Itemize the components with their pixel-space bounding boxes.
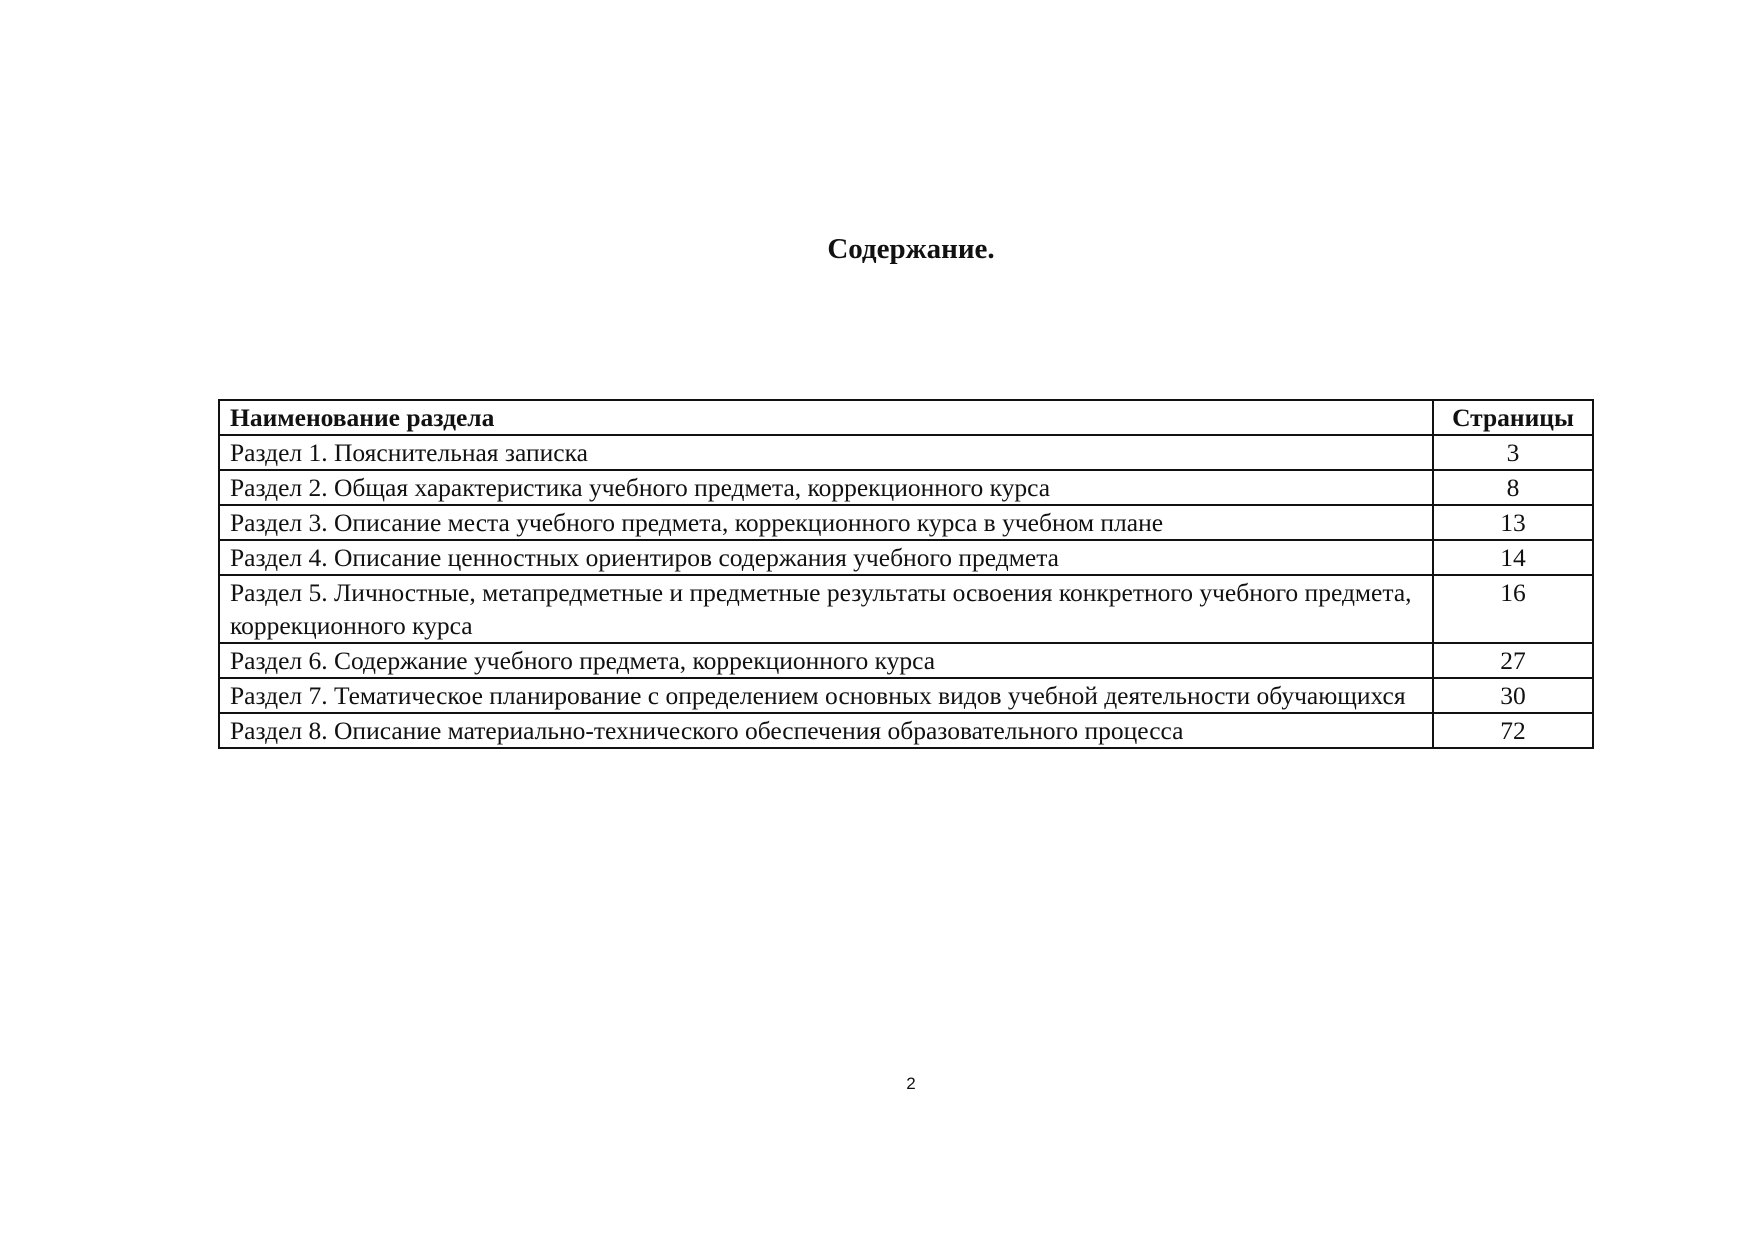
page-number: 2: [906, 1074, 916, 1093]
contents-table: [218, 399, 1594, 749]
table-row: [219, 540, 1593, 575]
section-title: Раздел 3. Описание места учебного предмета, коррекционного курса в учебном плане: [219, 505, 1433, 540]
section-page: 72: [1433, 713, 1593, 748]
page-title: Содержание.: [827, 233, 995, 265]
section-page: 16: [1433, 575, 1593, 643]
section-page: 3: [1433, 435, 1593, 470]
table-row: [219, 470, 1593, 505]
section-title: Раздел 6. Содержание учебного предмета, коррекционного курса: [219, 643, 1433, 678]
section-title: Раздел 4. Описание ценностных ориентиров содержания учебного предмета: [219, 540, 1433, 575]
section-title: Раздел 2. Общая характеристика учебного предмета, коррекционного курса: [219, 470, 1433, 505]
header-pages: Страницы: [1433, 400, 1593, 435]
table-row: [219, 678, 1593, 713]
section-title: Раздел 1. Пояснительная записка: [219, 435, 1433, 470]
section-page: 30: [1433, 678, 1593, 713]
table-row: [219, 713, 1593, 748]
table-row: [219, 643, 1593, 678]
section-page: 8: [1433, 470, 1593, 505]
section-title: Раздел 7. Тематическое планирование с определением основных видов учебной деятельности обучающихся: [219, 678, 1433, 713]
section-page: 13: [1433, 505, 1593, 540]
table-header-row: [219, 400, 1593, 435]
table-row: [219, 575, 1593, 643]
header-section-name: Наименование раздела: [219, 400, 1433, 435]
table-row: [219, 505, 1593, 540]
section-page: 14: [1433, 540, 1593, 575]
table-row: [219, 435, 1593, 470]
section-page: 27: [1433, 643, 1593, 678]
section-title: Раздел 5. Личностные, метапредметные и предметные результаты освоения конкретного учебного предмета, коррекционного курса: [219, 575, 1433, 643]
section-title: Раздел 8. Описание материально-технического обеспечения образовательного процесса: [219, 713, 1433, 748]
